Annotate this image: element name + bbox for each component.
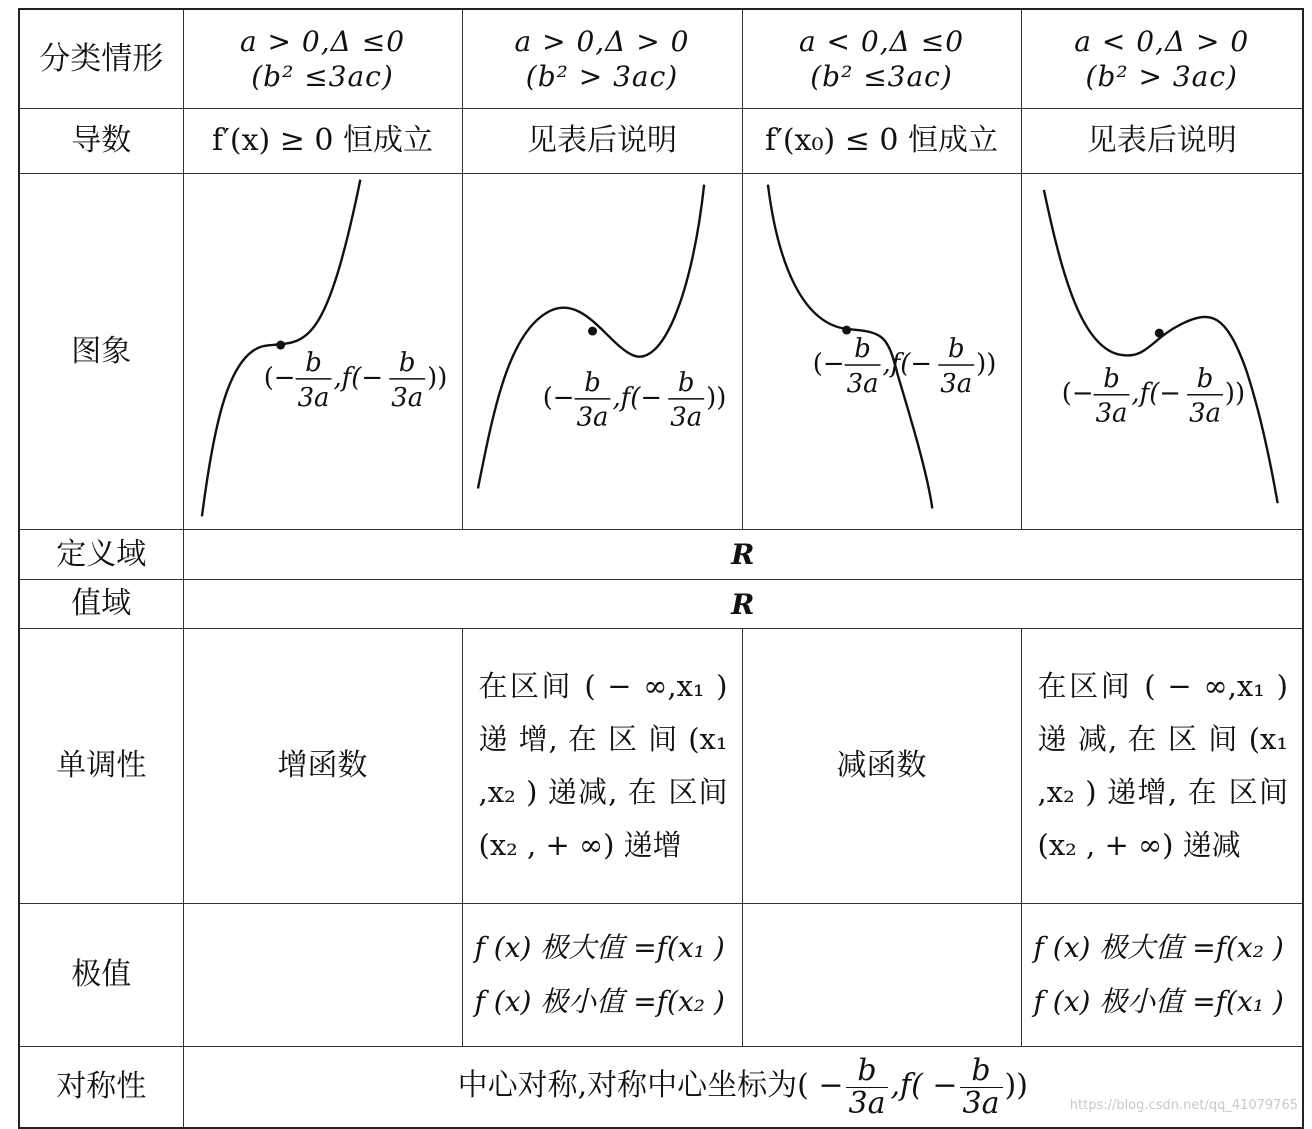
extremum-case-1	[183, 904, 462, 1047]
graph-case-1	[183, 174, 462, 530]
extremum-case-4	[1021, 904, 1303, 1047]
cubic-function-table	[18, 8, 1304, 1129]
symmetry-prefix: 中心对称,对称中心坐标为( −	[457, 1068, 844, 1103]
point-label-4-num-b: b	[1196, 363, 1213, 394]
symmetry-frac-b	[960, 1055, 1003, 1119]
graph-row	[19, 174, 1303, 530]
symmetry-frac-a-den: 3a	[848, 1085, 886, 1121]
point-label-3-num-b: b	[947, 333, 965, 364]
graph-case-4-svg	[1022, 174, 1303, 529]
header-row	[19, 9, 1303, 109]
case-1-discriminant: (b² ≤3ac)	[251, 60, 394, 93]
point-label-3-num-a: b	[853, 333, 871, 364]
point-label-1-den-b: 3a	[390, 382, 423, 413]
symmetry-suffix: ))	[1004, 1068, 1028, 1103]
symmetry-frac-b-num: b	[960, 1055, 1003, 1088]
point-label-2-den-a: 3a	[576, 402, 608, 433]
point-label-1-num-a: b	[304, 347, 322, 378]
curve-case-3	[767, 185, 931, 509]
domain-value: R	[183, 530, 1303, 580]
graph-case-2	[462, 174, 742, 530]
case-4-discriminant: (b² > 3ac)	[1085, 60, 1238, 93]
derivative-case-3: f′(x₀) ≤ 0 恒成立	[742, 109, 1021, 174]
graph-case-1-svg	[184, 174, 462, 529]
domain-label: 定义域	[19, 530, 183, 580]
extremum-label: 极值	[19, 904, 183, 1047]
case-3-header	[742, 9, 1021, 109]
monotonicity-case-1: 增函数	[183, 629, 462, 904]
point-label-4-den-a: 3a	[1095, 398, 1127, 429]
extremum-case-4-min: f (x) 极小值 =f(x₁ )	[1033, 985, 1284, 1018]
monotonicity-label: 单调性	[19, 629, 183, 904]
inflection-point-3	[842, 326, 851, 335]
header-label: 分类情形	[19, 9, 183, 109]
symmetry-frac-b-den: 3a	[962, 1085, 1000, 1121]
derivative-case-2: 见表后说明	[462, 109, 742, 174]
point-label-4-suffix: ))	[1224, 378, 1245, 409]
point-label-1	[263, 348, 447, 413]
range-row	[19, 580, 1303, 629]
point-label-3-den-b: 3a	[939, 368, 972, 399]
point-label-2-mid: ,f(−	[611, 382, 662, 413]
point-label-3-suffix: ))	[975, 348, 996, 379]
monotonicity-row	[19, 629, 1303, 904]
point-label-2-num-b: b	[677, 367, 694, 398]
point-label-1-mid: ,f(−	[332, 362, 383, 393]
point-label-3-prefix: (−	[812, 348, 845, 379]
monotonicity-case-4: 在区间 ( − ∞,x₁ ) 递 减, 在 区 间 (x₁ ,x₂ ) 递增, 在 区间 (x₂ , + ∞) 递减	[1021, 629, 1303, 904]
graph-case-2-svg	[463, 174, 742, 529]
extremum-case-4-max: f (x) 极大值 =f(x₂ )	[1033, 931, 1284, 964]
monotonicity-case-2: 在区间 ( − ∞,x₁ ) 递 增, 在 区 间 (x₁ ,x₂ ) 递减, 在 区间 (x₂ , + ∞) 递增	[462, 629, 742, 904]
case-2-header	[462, 9, 742, 109]
extremum-case-2-max: f (x) 极大值 =f(x₁ )	[474, 931, 725, 964]
point-label-2-num-a: b	[583, 367, 601, 398]
curve-case-2	[477, 185, 703, 489]
monotonicity-case-3: 减函数	[742, 629, 1021, 904]
case-4-header	[1021, 9, 1303, 109]
point-label-4-den-b: 3a	[1188, 398, 1221, 429]
curve-case-4	[1043, 190, 1277, 503]
point-label-1-den-a: 3a	[297, 382, 329, 413]
inflection-point-2	[588, 327, 597, 336]
symmetry-label: 对称性	[19, 1047, 183, 1129]
range-label: 值域	[19, 580, 183, 629]
case-1-header	[183, 9, 462, 109]
graph-case-3	[742, 174, 1021, 530]
case-1-condition: a > 0,Δ ≤0	[239, 25, 406, 58]
watermark: https://blog.csdn.net/qq_41079765	[1069, 1098, 1298, 1113]
symmetry-frac-a	[846, 1055, 889, 1119]
derivative-row	[19, 109, 1303, 174]
symmetry-value	[183, 1047, 1303, 1129]
derivative-case-4: 见表后说明	[1021, 109, 1303, 174]
point-label-4-num-a: b	[1102, 363, 1120, 394]
graph-case-3-svg	[743, 174, 1021, 529]
extremum-case-2	[462, 904, 742, 1047]
point-label-2	[542, 368, 726, 433]
range-value: R	[183, 580, 1303, 629]
point-label-2-suffix: ))	[705, 382, 726, 413]
point-label-1-prefix: (−	[263, 362, 296, 393]
symmetry-row	[19, 1047, 1303, 1129]
extremum-case-3	[742, 904, 1021, 1047]
point-label-1-suffix: ))	[426, 362, 447, 393]
inflection-point-1	[276, 341, 285, 350]
point-label-4-prefix: (−	[1061, 378, 1094, 409]
point-label-2-den-b: 3a	[669, 402, 702, 433]
point-label-4-mid: ,f(−	[1130, 378, 1181, 409]
derivative-case-1: f′(x) ≥ 0 恒成立	[183, 109, 462, 174]
domain-row	[19, 530, 1303, 580]
point-label-3	[812, 334, 996, 399]
derivative-label: 导数	[19, 109, 183, 174]
extremum-row	[19, 904, 1303, 1047]
graph-label: 图象	[19, 174, 183, 530]
symmetry-frac-a-num: b	[846, 1055, 889, 1088]
case-2-condition: a > 0,Δ > 0	[514, 25, 690, 58]
symmetry-mid: ,f( −	[890, 1068, 958, 1103]
case-3-condition: a < 0,Δ ≤0	[798, 25, 965, 58]
extremum-case-2-min: f (x) 极小值 =f(x₂ )	[474, 985, 725, 1018]
graph-case-4	[1021, 174, 1303, 530]
point-label-3-den-a: 3a	[846, 368, 879, 399]
case-4-condition: a < 0,Δ > 0	[1074, 25, 1250, 58]
case-3-discriminant: (b² ≤3ac)	[810, 60, 953, 93]
point-label-4	[1061, 364, 1244, 429]
point-label-2-prefix: (−	[542, 382, 575, 413]
point-label-1-num-b: b	[398, 347, 415, 378]
case-2-discriminant: (b² > 3ac)	[525, 60, 679, 93]
inflection-point-4	[1154, 329, 1163, 338]
point-label-3-mid: ,f(−	[881, 348, 932, 379]
